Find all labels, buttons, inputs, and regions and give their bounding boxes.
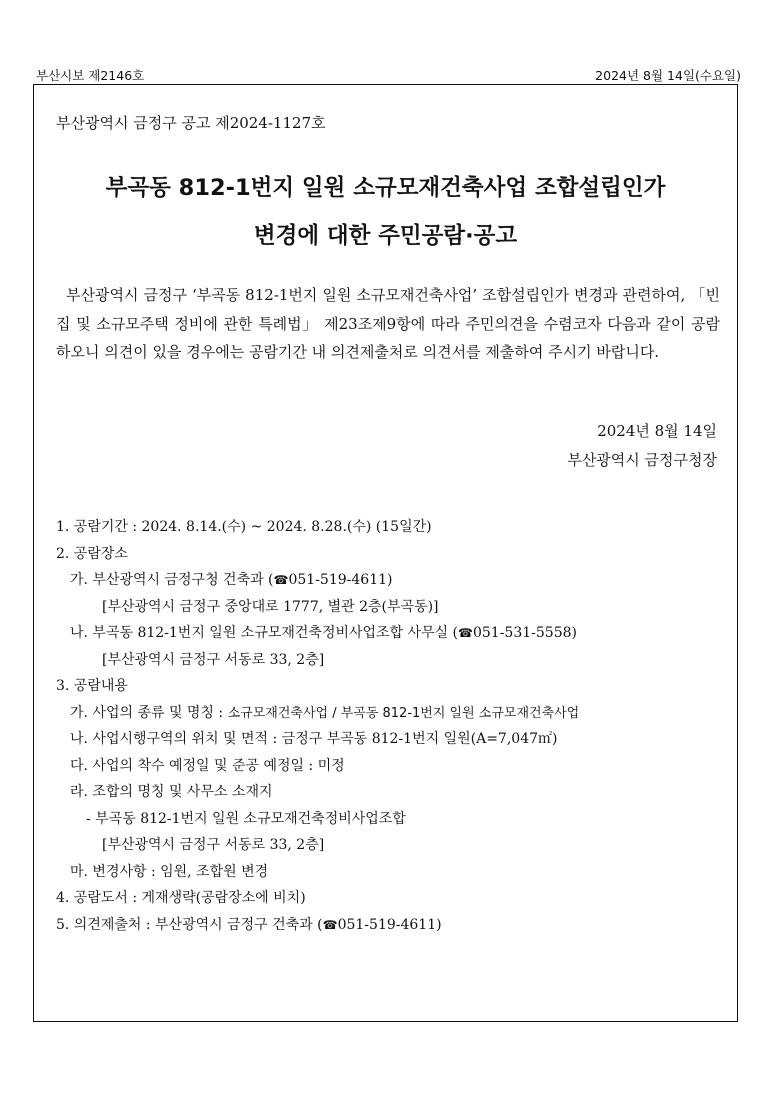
notice-title-line1: 부곡동 812-1번지 일원 소규모재건축사업 조합설립인가 (105, 175, 666, 201)
item-content-b: 나. 사업시행구역의 위치 및 면적 : 금정구 부곡동 812-1번지 일원(A=7,047㎡) (70, 731, 558, 747)
place-a-text: 가. 부산광역시 금정구청 건축과 ( (70, 572, 274, 588)
telephone-icon: ☎ (273, 573, 289, 587)
issue-date: 2024년 8월 14일(수요일) (595, 68, 741, 83)
telephone-icon: ☎ (322, 917, 338, 932)
notice-title-line2: 변경에 대한 주민공람·공고 (253, 223, 518, 249)
item-content-a (56, 700, 726, 727)
signer: 부산광역시 금정구청장 (567, 451, 717, 469)
place-a-phone: 051-519-4611) (288, 572, 393, 588)
item-period: 1. 공람기간 : 2024. 8.14.(수) ~ 2024. 8.28.(수) (15일간) (56, 519, 432, 535)
item-docs: 4. 공람도서 : 게재생략(공람장소에 비치) (56, 890, 306, 906)
notice-date: 2024년 8월 14일 (597, 422, 717, 440)
date-signature-block (567, 417, 717, 475)
item-content-e: 마. 변경사항 : 임원, 조합원 변경 (70, 863, 269, 880)
content-a-label: 가. 사업의 종류 및 명칭 : (70, 704, 228, 721)
item-content-d-address: [부산광역시 금정구 서동로 33, 2층] (102, 837, 325, 853)
publication-name: 부산시보 제2146호 (36, 68, 145, 83)
place-b-text: 나. 부곡동 812-1번지 일원 소규모재건축정비사업조합 사무실 ( (70, 625, 459, 641)
body-text: 부산광역시 금정구 ‘부곡동 812-1번지 일원 소규모재건축사업’ 조합설립인가 변경과 관련하여, 「빈집 및 소규모주택 정비에 관한 특례법」 제23조제9항에 따라 주민의견을 수렴코자 다음과 같이 공람하오니 의견이 있을 경우에는 공람기간 내 의견제출처로 의견서를 제출하여 주시기 바랍니다. (56, 286, 720, 361)
item-place-b-address: [부산광역시 금정구 서동로 33, 2층] (102, 651, 325, 668)
body-paragraph (56, 281, 720, 367)
submit-text: 5. 의견제출처 : 부산광역시 금정구 건축과 ( (56, 916, 323, 933)
notice-items (56, 514, 726, 938)
item-place-a-address: [부산광역시 금정구 중앙대로 1777, 별관 2층(부곡동)] (102, 598, 439, 615)
item-submit (56, 912, 726, 939)
item-content-title: 3. 공람내용 (56, 678, 128, 694)
page-header (36, 66, 741, 86)
item-place-b (56, 620, 726, 647)
notice-number: 부산광역시 금정구 공고 제2024-1127호 (56, 114, 326, 132)
place-b-phone: 051-531-5558) (472, 625, 577, 641)
item-content-c: 다. 사업의 착수 예정일 및 준공 예정일 : 미정 (70, 757, 345, 774)
content-a-value: 소규모재건축사업 / 부곡동 812-1번지 일원 소규모재건축사업 (227, 705, 580, 721)
item-content-d: 라. 조합의 명칭 및 사무소 소재지 (70, 784, 273, 800)
submit-phone: 051-519-4611) (337, 916, 442, 933)
item-place-a (56, 567, 726, 594)
telephone-icon: ☎ (458, 626, 473, 640)
item-place-title: 2. 공람장소 (56, 545, 128, 562)
item-content-d-name: - 부곡동 812-1번지 일원 소규모재건축정비사업조합 (86, 810, 406, 827)
